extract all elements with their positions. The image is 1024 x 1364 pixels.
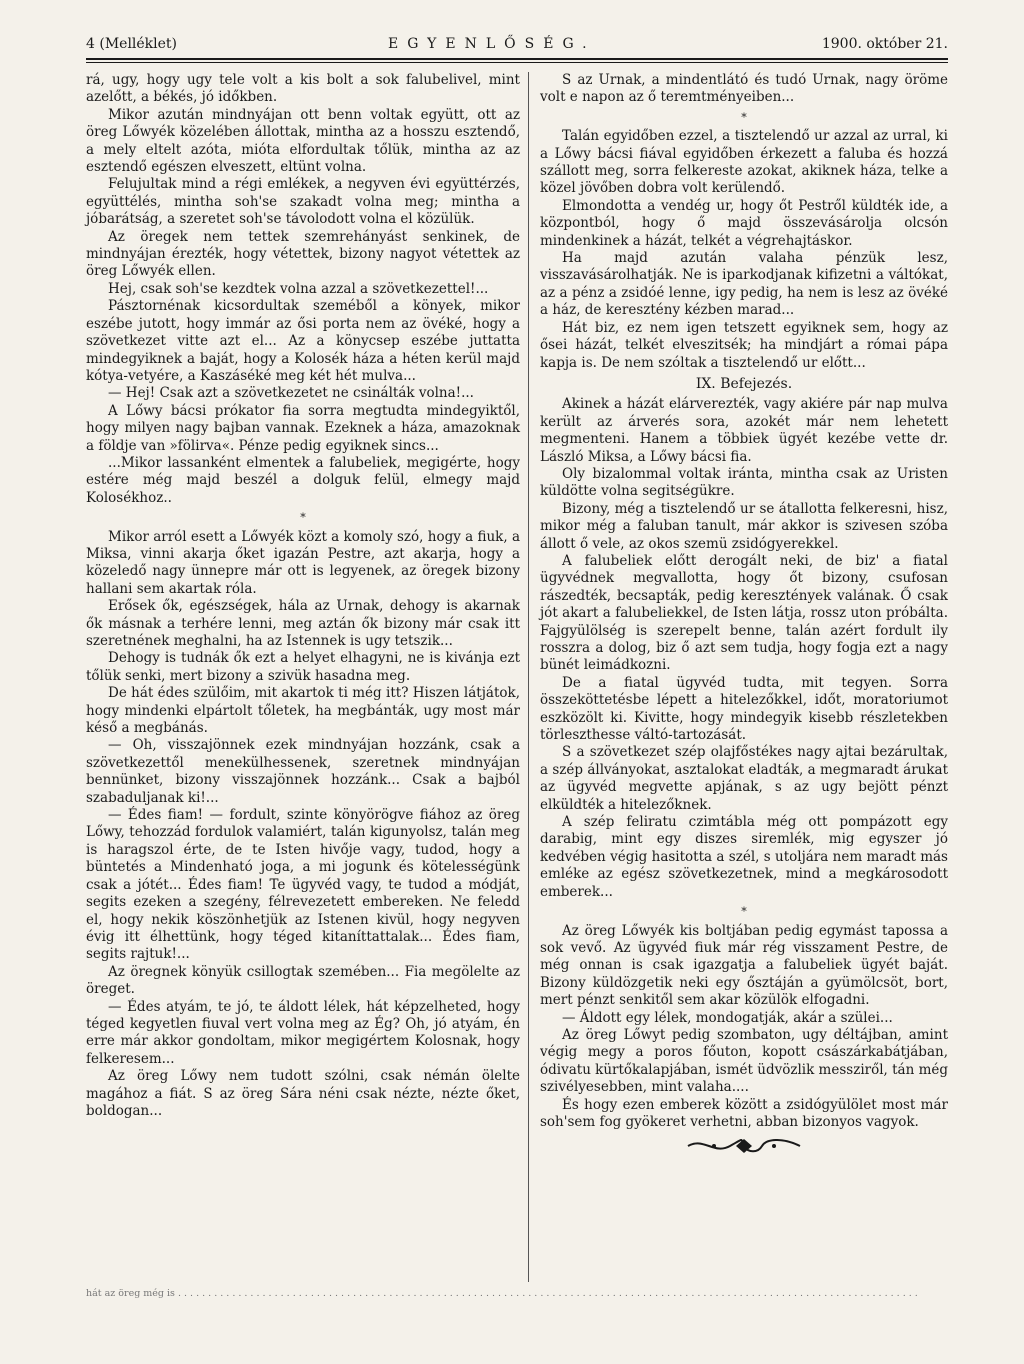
paragraph: Mikor azután mindnyájan ott benn voltak együtt, ott az öreg Lőwyék közelében állottak, mintha az a hosszu esztendő, a mely eltelt azóta, mióta elfordultak tőlük, mintha az az esztendő egészen elveszett, eltünt volna.	[86, 106, 520, 176]
left-column	[86, 72, 520, 1120]
paragraph: Az öreg Lőwyt pedig szombaton, ugy déltájban, amint végig megy a poros főuton, kopott császárkabátjában, ódivatu kürtőkalapjában, ismét üdvözlik messziről, tán még szivélyesebben, mint valaha....	[540, 1026, 949, 1096]
flourish-icon	[684, 1135, 804, 1157]
paragraph: Ha majd azután valaha pénzük lesz, visszavásárolhatják. Ne is iparkodjanak kifizetni a váltókat, az a pénz a zsidóé lenne, igy pedig, ha nem is lesz az övéké a ház, de keresztény kézben marad...	[540, 250, 948, 319]
header-rule	[86, 58, 948, 60]
section-separator: *	[300, 511, 306, 525]
paragraph: Az öreg Lőwy nem tudott szólni, csak némán ölelte magához a fiát. S az öreg Sára néni csak nézte, nézte őket, boldogan...	[86, 1068, 520, 1119]
paragraph: Akinek a házát elárverezték, vagy akiére pár nap mulva került az árverés sora, azokét már nem lehetett megmenteni. Hanem a többiek ügyét kezébe vette dr. László Miksa, a Lőwy bácsi fia.	[540, 396, 948, 465]
paragraph: És hogy ezen emberek között a zsidógyülölet most már soh'sem fog gyökeret verhetni, abban bizonyos vagyok.	[540, 1096, 948, 1130]
paragraph: rá, ugy, hogy ugy tele volt a kis bolt a sok falubelivel, mint azelőtt, a békés, jó időkben.	[86, 72, 520, 106]
paragraph: Felujultak mind a régi emlékek, a negyven évi együttérzés, együttélés, mintha soh'se szakadt volna meg; mintha a jóbarátság, a szeretet soh'se távolodott volna el közülük.	[86, 176, 520, 228]
paragraph: A Lőwy bácsi prókator fia sorra megtudta mindegyiktől, hogy milyen nagy bajban vannak. Ezeknek a háza, amazoknak a földje van »fölirva«. Pénze pedig egyiknek sincs...	[86, 402, 520, 454]
paragraph: A szép feliratu czimtábla még ott pompázott egy darabig, mint egy diszes siremlék, mig egyszer jó kedvében végig hasitotta a szél, s utoljára nem maradt más emléke az egész szövetkezetnek, mind a megkárosodott emberek...	[540, 814, 948, 900]
paragraph: Erősek ők, egészségek, hála az Urnak, dehogy is akarnak ők másnak a terhére lenni, meg aztán ők bizony már csak itt szeretnének meghalni, ha az Istennek is ugy tetszik...	[86, 598, 520, 649]
paragraph: De a fiatal ügyvéd tudta, mit tegyen. Sorra összeköttetésbe lépett a hitelezőkkel, időt, moratoriumot eszközölt ki. Kivitte, hogy mindegyik kisebb részletekben törleszthesse váltó-tartozását.	[540, 674, 948, 744]
paragraph: Talán egyidőben ezzel, a tisztelendő ur azzal az urral, ki a Lőwy bácsi fiával egyidőben érkezett a faluba és hozzá szállott meg, sorra felkereste azokat, akiknek háza, telke a közel jövőben dobra volt kerülendő.	[540, 128, 948, 197]
issue-date: 1900. október 21.	[821, 36, 948, 52]
page-number: 4 (Melléklet)	[86, 36, 178, 52]
paragraph: — Édes fiam! — fordult, szinte könyörögve fiához az öreg Lőwy, tehozzád fordulok valamiért, talán kigunyolsz, talán meg is haragszol érte, de te Isten hivője vagy, tudod, hogy a büntetés a Mindenható joga, a mi jogunk és kötelességünk csak a jótét... Édes fiam! Te ügyvéd vagy, te tudod a módját, segits ezeken a szegény, félrevezetett embereken. Ne feledd el, hogy nekik köszönhetjük az Istenen kivül, hogy negyven évig itt élhettünk, hogy téged kitaníttattalak... Édes fiam, segits rajtuk!...	[86, 807, 520, 963]
paragraph: Bizony, még a tisztelendő ur se átallotta felkeresni, hisz, mikor még a faluban tanult, már akkor is szivesen szóba állott ő vele, az okos szemü zsidógyerekkel.	[540, 500, 948, 552]
paragraph: A falubeliek előtt derogált neki, de biz' a fiatal ügyvédnek megvallotta, hogy őt bizony, csufosan rászedték, becsapták, pedig keresztények valának. Ő csak jót akart a falubeliekkel, de Isten látja, rossz uton próbálta. Fajgyülölség is szerepelt benne, talán azért fordult ily rosszra a dolog, biz ő azt sem tudja, hogy fogja ezt a nagy bünét leimádkozni.	[540, 552, 948, 674]
paragraph: Az öregnek könyük csillogtak szemében... Fia megölelte az öreget.	[86, 963, 520, 998]
paragraph: Oly bizalommal voltak iránta, mintha csak az Uristen küldötte volna segitségükre.	[540, 465, 948, 500]
paragraph: — Hej! Csak azt a szövetkezetet ne csinálták volna!...	[108, 385, 474, 402]
page-header	[86, 36, 948, 58]
paragraph: Az öreg Lőwyék kis boltjában pedig egymást tapossa a sok vevő. Az ügyvéd fiuk már rég visszament Pestre, de még onnan is csak igazgatja a falubeliek ügyét baját. Bizony küldözgetik neki egy ősztáján a gyümölcsöt, bort, mert pénzt senkitől sem akar közülök elfogadni.	[540, 922, 948, 1009]
paragraph: — Oh, visszajönnek ezek mindnyájan hozzánk, csak a szövetkezettől menekülhessenek, szeretnek mindnyájan bennünket, bizony visszajönnek hozzánk... Csak a bajból szabaduljanak ki!...	[86, 737, 520, 806]
end-ornament	[540, 1135, 948, 1162]
paragraph: ...Mikor lassanként elmentek a falubeliek, megigérte, hogy estére még majd beszél a dolguk felül, elmegy majd Kolosékhoz..	[86, 454, 520, 506]
paragraph: Hát biz, ez nem igen tetszett egyiknek sem, hogy az ősei házát, telkét elveszitsék; ha mindjárt a római pápa kapja is. De nem szóltak a tisztelendő ur előtt...	[540, 319, 948, 371]
section-separator: *	[741, 905, 747, 919]
bleed-through-text: hát az öreg még is . . . . . . . . . . . . . . . . . . . . . . . . . . . . . . . . . . . . . . . . . . . . . . . . . . . . . . . . . . . . . . . . . . . . . . . . . . . . . . . . . . . . . . . . . . . . . . . . . . . . . . . . . . . . . . . . . . . . . . . . . . .	[86, 1288, 918, 1299]
newspaper-title: EGYENLŐSÉG.	[388, 36, 596, 52]
paragraph: Dehogy is tudnák ők ezt a helyet elhagyni, ne is kivánja ezt tőlük senki, mert bizony a szivük hasadna meg.	[86, 650, 520, 684]
paragraph: Hej, csak soh'se kezdtek volna azzal a szövetkezettel!...	[108, 280, 489, 297]
paragraph: Elmondotta a vendég ur, hogy őt Pestről küldték ide, a központból, hogy ő majd összevásárolja olcsón mindenkinek a házát, telkét a végrehajtáskor.	[540, 197, 948, 249]
column-divider	[528, 72, 529, 1282]
paragraph: — Áldott egy lélek, mondogatják, akár a szülei...	[562, 1009, 893, 1026]
paragraph: Az öregek nem tettek szemrehányást senkinek, de mindnyájan érezték, hogy vétettek, bizony nagyot vétettek az öreg Lőwyék ellen.	[86, 228, 520, 280]
paragraph: Pásztornénak kicsordultak szeméből a könyek, mikor eszébe jutott, hogy immár az ősi porta nem az övéké, hogy a szövetkezet vitte azt el... Az a könycsep eszébe juttatta mindegyiknek a baját, hogy a Kolosék háza a héten kerül majd kótya-vetyére, a Kaszáséké meg két hét mulva...	[86, 298, 520, 384]
right-column	[540, 72, 948, 1163]
paragraph: De hát édes szülőim, mit akartok ti még itt? Hiszen látjátok, hogy mindenki elpártolt tőletek, ha megbánták, ugy most már késő a megbánás.	[86, 685, 520, 737]
paragraph: S az Urnak, a mindentlátó és tudó Urnak, nagy öröme volt e napon az ő teremtményeiben...	[540, 72, 948, 106]
section-separator: *	[741, 110, 747, 124]
header-rule-thin	[86, 62, 948, 63]
paragraph: S a szövetkezet szép olajfőstékes nagy ajtai bezárultak, a szép állványokat, asztalokat eladták, a megmaradt árukat az ügyvéd megvette apjának, s az ugy bejött pénzt elküldték a hitelezőknek.	[540, 744, 948, 813]
paragraph: Mikor arról esett a Lőwyék közt a komoly szó, hogy a fiuk, a Miksa, vinni akarja őket igazán Pestre, azt akarja, hogy a közeledő nagy ünnepre már ott is legyenek, az öregek bizony hallani sem akartak róla.	[86, 528, 520, 597]
chapter-heading: IX. Befejezés.	[695, 375, 793, 392]
paragraph: — Édes atyám, te jó, te áldott lélek, hát képzelheted, hogy téged kegyetlen fiuval vert volna meg az Ég? Oh, jó atyám, én erre már akkor gondoltam, mikor megigértem Kolosnak, hogy felkeresem...	[86, 998, 520, 1067]
